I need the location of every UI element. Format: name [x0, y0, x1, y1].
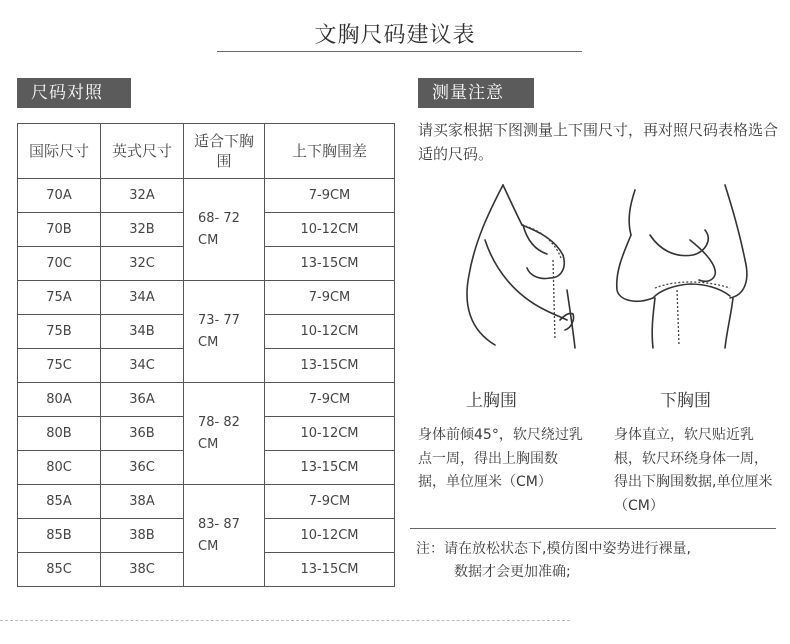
bust-difference-cell: 7-9CM — [265, 383, 395, 417]
measurement-tag: 测量注意 — [418, 78, 534, 108]
table-row — [18, 281, 395, 315]
bust-difference-cell: 7-9CM — [265, 281, 395, 315]
bust-difference-cell: 13-15CM — [265, 451, 395, 485]
bust-difference-cell: 13-15CM — [265, 553, 395, 587]
intl-size-cell: 70B — [18, 213, 101, 247]
header-intl-size: 国际尺寸 — [18, 124, 101, 179]
uk-size-cell: 36A — [101, 383, 184, 417]
table-row — [18, 179, 395, 213]
size-chart-tag: 尺码对照 — [17, 78, 131, 108]
bust-difference-cell: 13-15CM — [265, 349, 395, 383]
uk-size-cell: 38C — [101, 553, 184, 587]
intl-size-cell: 80B — [18, 417, 101, 451]
uk-size-cell: 32B — [101, 213, 184, 247]
intl-size-cell: 80A — [18, 383, 101, 417]
table-body — [18, 179, 395, 587]
uk-size-cell: 36B — [101, 417, 184, 451]
bust-difference-cell: 7-9CM — [265, 485, 395, 519]
measurement-note — [416, 538, 784, 584]
uk-size-cell: 36C — [101, 451, 184, 485]
size-table — [17, 123, 395, 587]
intl-size-cell: 70C — [18, 247, 101, 281]
bust-difference-cell: 13-15CM — [265, 247, 395, 281]
uk-size-cell: 32A — [101, 179, 184, 213]
intl-size-cell: 70A — [18, 179, 101, 213]
title-divider — [217, 51, 582, 52]
underbust-range-cell: 78- 82 CM — [184, 383, 265, 485]
measurement-notice: 请买家根据下图测量上下围尺寸，再对照尺码表格选合适的尺码。 — [418, 121, 779, 163]
table-row — [18, 485, 395, 519]
intl-size-cell: 75C — [18, 349, 101, 383]
intl-size-cell: 85A — [18, 485, 101, 519]
lower-bust-caption: 下胸围 — [660, 391, 711, 411]
header-bust-difference: 上下胸围差 — [265, 124, 395, 179]
intl-size-cell: 75B — [18, 315, 101, 349]
uk-size-cell: 32C — [101, 247, 184, 281]
note-divider — [410, 528, 776, 529]
underbust-range-cell: 83- 87 CM — [184, 485, 265, 587]
table-header-row — [18, 124, 395, 179]
upper-bust-illustration — [455, 180, 630, 350]
uk-size-cell: 38A — [101, 485, 184, 519]
upper-bust-description: 身体前倾45°，软尺绕过乳点一周，得出上胸围数据，单位厘米（CM） — [418, 427, 583, 490]
uk-size-cell: 34B — [101, 315, 184, 349]
bust-difference-cell: 10-12CM — [265, 213, 395, 247]
lower-bust-description: 身体直立，软尺贴近乳根，软尺环绕身体一周，得出下胸围数据,单位厘米（CM） — [614, 427, 773, 514]
note-line-2: 数据才会更加准确; — [454, 564, 571, 580]
upper-bust-caption: 上胸围 — [466, 391, 517, 411]
bottom-divider — [0, 620, 570, 621]
lower-bust-illustration — [605, 180, 780, 350]
intl-size-cell: 75A — [18, 281, 101, 315]
intl-size-cell: 85B — [18, 519, 101, 553]
uk-size-cell: 34A — [101, 281, 184, 315]
underbust-range-cell: 68- 72 CM — [184, 179, 265, 281]
bust-difference-cell: 10-12CM — [265, 315, 395, 349]
uk-size-cell: 34C — [101, 349, 184, 383]
bust-difference-cell: 10-12CM — [265, 519, 395, 553]
uk-size-cell: 38B — [101, 519, 184, 553]
bust-difference-cell: 10-12CM — [265, 417, 395, 451]
underbust-range-cell: 73- 77 CM — [184, 281, 265, 383]
note-line-1: 注：请在放松状态下,模仿图中姿势进行裸量, — [416, 541, 691, 557]
bust-difference-cell: 7-9CM — [265, 179, 395, 213]
header-underbust: 适合下胸围 — [184, 124, 265, 179]
page-title: 文胸尺码建议表 — [314, 23, 476, 48]
header-uk-size: 英式尺寸 — [101, 124, 184, 179]
intl-size-cell: 85C — [18, 553, 101, 587]
intl-size-cell: 80C — [18, 451, 101, 485]
table-row — [18, 383, 395, 417]
